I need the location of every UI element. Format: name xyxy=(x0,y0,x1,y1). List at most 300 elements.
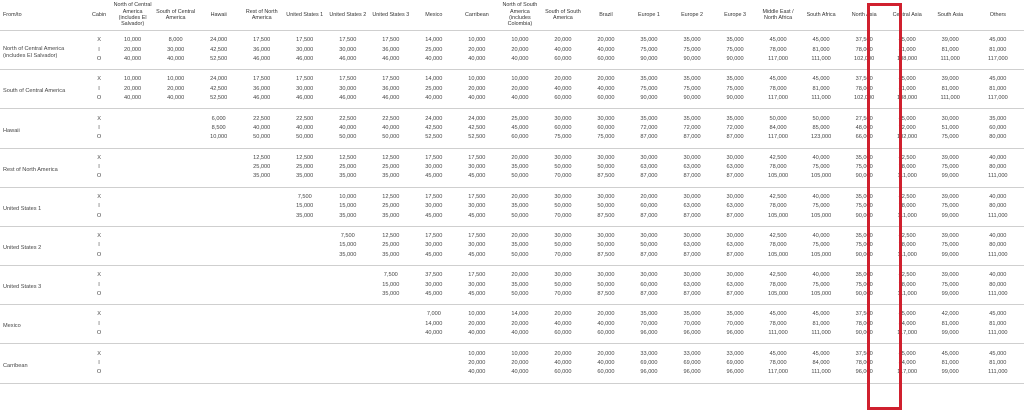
miles-cell: 75,000 xyxy=(683,85,701,92)
miles-cell: 75,000 xyxy=(812,203,830,210)
miles-cell: 84,000 xyxy=(769,124,787,131)
miles-cell: 35,000 xyxy=(339,212,357,219)
miles-cell: 45,000 xyxy=(468,212,486,219)
miles-cell: 35,000 xyxy=(640,115,658,122)
miles-cell: 40,000 xyxy=(989,154,1007,161)
origin-label: South of Central America xyxy=(3,88,66,95)
miles-cell: 35,000 xyxy=(989,115,1007,122)
miles-cell: 99,000 xyxy=(941,173,959,180)
miles-cell: 8,500 xyxy=(211,124,226,131)
miles-cell xyxy=(197,226,240,241)
miles-cell: 50,000 xyxy=(511,291,529,297)
miles-cell: 96,000 xyxy=(855,369,873,376)
miles-cell: 35,000 xyxy=(511,242,529,249)
table-row xyxy=(0,266,1024,281)
miles-cell xyxy=(240,280,283,289)
miles-cell: 81,000 xyxy=(941,359,959,366)
miles-cell: 30,000 xyxy=(468,281,486,288)
miles-cell: 20,000 xyxy=(554,37,572,44)
miles-cell: 75,000 xyxy=(554,134,572,141)
miles-cell: 40,000 xyxy=(339,124,357,131)
miles-cell: 87,000 xyxy=(640,134,658,141)
miles-cell: 45,000 xyxy=(898,350,916,357)
miles-cell: 30,000 xyxy=(726,233,744,240)
miles-cell: 63,000 xyxy=(640,164,658,171)
miles-cell: 17,500 xyxy=(382,37,400,44)
miles-cell: 30,000 xyxy=(726,154,744,161)
miles-cell: 24,000 xyxy=(425,115,443,122)
miles-cell: 75,000 xyxy=(726,85,744,92)
miles-cell: 30,000 xyxy=(597,272,615,279)
miles-cell xyxy=(326,329,369,344)
miles-cell xyxy=(111,148,154,163)
miles-cell: 105,000 xyxy=(767,291,789,297)
miles-cell xyxy=(154,344,197,359)
miles-cell: 105,000 xyxy=(810,173,832,180)
miles-cell: 40,000 xyxy=(812,193,830,200)
miles-cell: 111,000 xyxy=(988,251,1008,258)
miles-cell: 50,000 xyxy=(511,251,529,258)
miles-cell: 90,000 xyxy=(855,173,873,180)
miles-cell: 75,000 xyxy=(640,46,658,53)
origin-group xyxy=(0,226,1024,265)
miles-cell: 6,000 xyxy=(211,115,226,122)
miles-cell xyxy=(283,320,326,329)
miles-cell: 40,000 xyxy=(167,55,185,62)
miles-cell: 30,000 xyxy=(683,193,701,200)
origin-group xyxy=(0,344,1024,383)
miles-cell: 40,000 xyxy=(812,233,830,240)
table-row xyxy=(0,109,1024,124)
miles-cell: 45,000 xyxy=(425,173,443,180)
miles-cell: 60,000 xyxy=(597,95,615,102)
miles-cell: 111,000 xyxy=(897,291,917,297)
miles-cell xyxy=(154,305,197,320)
miles-cell xyxy=(111,251,154,266)
miles-cell xyxy=(111,172,154,187)
table-row xyxy=(0,94,1024,109)
miles-cell: 17,500 xyxy=(296,76,314,83)
miles-cell xyxy=(369,344,412,359)
miles-cell xyxy=(154,109,197,124)
miles-cell xyxy=(111,226,154,241)
miles-cell: 99,000 xyxy=(941,330,959,337)
miles-cell xyxy=(111,305,154,320)
miles-cell: 10,000 xyxy=(511,76,529,83)
miles-cell: 60,000 xyxy=(597,55,615,62)
miles-cell xyxy=(283,280,326,289)
miles-cell: 45,000 xyxy=(941,350,959,357)
miles-cell: 111,000 xyxy=(988,212,1008,219)
header-destination: North of Central America (includes El Salvador) xyxy=(111,0,154,31)
miles-cell: 20,000 xyxy=(124,85,142,92)
miles-cell: 40,000 xyxy=(253,124,271,131)
miles-cell: 84,000 xyxy=(898,320,916,327)
miles-cell: 30,000 xyxy=(468,164,486,171)
miles-cell: 45,000 xyxy=(812,37,830,44)
cabin-code: X xyxy=(97,154,101,161)
miles-cell: 78,000 xyxy=(898,281,916,288)
miles-cell: 17,500 xyxy=(425,193,443,200)
miles-cell: 63,000 xyxy=(683,164,701,171)
origin-label: Mexico xyxy=(3,323,21,330)
miles-cell: 80,000 xyxy=(989,164,1007,171)
cabin-code: O xyxy=(96,212,102,219)
header-cabin: Cabin xyxy=(87,0,111,31)
miles-cell xyxy=(154,163,197,172)
miles-cell: 42,000 xyxy=(941,311,959,318)
miles-cell: 40,000 xyxy=(468,95,486,102)
miles-cell: 117,000 xyxy=(987,95,1008,102)
miles-cell: 75,000 xyxy=(941,242,959,249)
miles-cell xyxy=(197,172,240,187)
miles-cell: 27,500 xyxy=(855,115,873,122)
miles-cell: 40,000 xyxy=(812,272,830,279)
miles-cell: 40,000 xyxy=(468,369,486,376)
miles-cell: 75,000 xyxy=(812,164,830,171)
miles-cell: 51,000 xyxy=(941,124,959,131)
miles-cell: 40,000 xyxy=(296,124,314,131)
miles-cell: 78,000 xyxy=(769,320,787,327)
miles-cell xyxy=(111,163,154,172)
miles-cell xyxy=(197,163,240,172)
miles-cell: 42,500 xyxy=(769,193,787,200)
miles-cell: 20,000 xyxy=(511,359,529,366)
miles-cell: 24,000 xyxy=(210,76,228,83)
miles-cell xyxy=(111,133,154,148)
miles-cell xyxy=(326,290,369,305)
header-destination: Europe 3 xyxy=(714,0,757,31)
miles-cell xyxy=(154,290,197,305)
miles-cell: 35,000 xyxy=(683,76,701,83)
miles-cell: 24,000 xyxy=(210,37,228,44)
miles-cell: 78,000 xyxy=(898,164,916,171)
miles-cell: 30,000 xyxy=(597,154,615,161)
miles-cell: 111,000 xyxy=(940,95,960,102)
miles-cell: 17,500 xyxy=(468,193,486,200)
miles-cell: 81,000 xyxy=(898,85,916,92)
miles-cell: 81,000 xyxy=(812,46,830,53)
table-row xyxy=(0,211,1024,226)
miles-cell: 17,500 xyxy=(339,76,357,83)
miles-cell xyxy=(197,241,240,250)
miles-cell: 63,000 xyxy=(683,203,701,210)
miles-cell: 39,000 xyxy=(941,37,959,44)
miles-cell xyxy=(154,226,197,241)
miles-cell: 42,500 xyxy=(769,272,787,279)
miles-cell: 40,000 xyxy=(554,320,572,327)
cabin-code: O xyxy=(96,251,102,258)
miles-cell: 45,000 xyxy=(989,76,1007,83)
table-row xyxy=(0,305,1024,320)
miles-cell xyxy=(369,320,412,329)
miles-cell xyxy=(240,344,283,359)
miles-cell: 90,000 xyxy=(855,330,873,337)
miles-cell xyxy=(154,241,197,250)
miles-cell: 111,000 xyxy=(811,369,831,376)
miles-cell: 30,000 xyxy=(425,242,443,249)
miles-cell: 20,000 xyxy=(511,233,529,240)
miles-cell: 45,000 xyxy=(511,124,529,131)
miles-cell: 20,000 xyxy=(124,46,142,53)
miles-cell: 96,000 xyxy=(640,369,658,376)
miles-cell: 37,500 xyxy=(855,350,873,357)
miles-cell: 87,000 xyxy=(726,212,744,219)
miles-cell: 50,000 xyxy=(554,242,572,249)
miles-cell: 7,500 xyxy=(383,272,398,279)
miles-cell: 36,000 xyxy=(253,85,271,92)
miles-cell: 87,500 xyxy=(597,173,615,180)
table-row xyxy=(0,368,1024,383)
miles-cell: 60,000 xyxy=(511,134,529,141)
miles-cell: 20,000 xyxy=(554,350,572,357)
miles-cell: 40,000 xyxy=(425,55,443,62)
miles-cell xyxy=(240,329,283,344)
miles-cell: 50,000 xyxy=(554,164,572,171)
origin-label: United States 2 xyxy=(3,245,42,252)
origin-label: Rest of North America xyxy=(3,166,58,173)
miles-cell: 75,000 xyxy=(855,203,873,210)
miles-cell: 108,000 xyxy=(897,95,918,102)
miles-cell: 70,000 xyxy=(726,320,744,327)
miles-cell: 20,000 xyxy=(597,311,615,318)
miles-cell: 50,000 xyxy=(511,212,529,219)
miles-cell xyxy=(111,344,154,359)
miles-cell: 45,000 xyxy=(812,350,830,357)
miles-cell: 50,000 xyxy=(640,242,658,249)
miles-cell xyxy=(197,187,240,202)
miles-cell xyxy=(197,266,240,281)
miles-cell: 35,000 xyxy=(726,115,744,122)
table-row xyxy=(0,163,1024,172)
miles-cell: 108,000 xyxy=(897,55,918,62)
miles-cell xyxy=(154,211,197,226)
miles-cell: 37,500 xyxy=(425,272,443,279)
miles-cell: 81,000 xyxy=(989,320,1007,327)
miles-cell: 30,000 xyxy=(554,193,572,200)
miles-cell: 10,000 xyxy=(468,350,486,357)
miles-cell: 78,000 xyxy=(855,320,873,327)
miles-cell: 30,000 xyxy=(468,242,486,249)
miles-cell: 20,000 xyxy=(167,85,185,92)
miles-cell: 102,000 xyxy=(897,134,918,141)
miles-cell: 87,000 xyxy=(640,212,658,219)
miles-cell: 78,000 xyxy=(855,85,873,92)
miles-cell: 40,000 xyxy=(597,85,615,92)
miles-cell: 37,500 xyxy=(855,76,873,83)
miles-cell: 96,000 xyxy=(640,330,658,337)
miles-cell: 111,000 xyxy=(988,369,1008,376)
table-row xyxy=(0,85,1024,94)
miles-cell: 90,000 xyxy=(726,95,744,102)
miles-cell xyxy=(283,368,326,383)
miles-cell: 75,000 xyxy=(855,242,873,249)
miles-cell: 40,000 xyxy=(989,233,1007,240)
miles-cell: 12,500 xyxy=(382,154,400,161)
miles-cell xyxy=(111,359,154,368)
cabin-code: O xyxy=(96,95,102,102)
miles-cell: 37,500 xyxy=(855,311,873,318)
miles-cell: 17,500 xyxy=(339,37,357,44)
miles-cell xyxy=(240,251,283,266)
header-destination: Europe 1 xyxy=(627,0,670,31)
miles-cell: 39,000 xyxy=(941,154,959,161)
miles-cell: 25,000 xyxy=(425,46,443,53)
miles-cell: 85,000 xyxy=(812,124,830,131)
miles-cell: 17,500 xyxy=(382,76,400,83)
miles-cell: 30,000 xyxy=(468,203,486,210)
miles-cell: 50,000 xyxy=(769,115,787,122)
miles-cell: 35,000 xyxy=(855,233,873,240)
miles-cell: 12,500 xyxy=(382,193,400,200)
miles-cell xyxy=(197,305,240,320)
miles-cell: 90,000 xyxy=(855,291,873,297)
miles-cell: 45,000 xyxy=(425,291,443,297)
miles-cell: 81,000 xyxy=(941,85,959,92)
miles-cell: 72,000 xyxy=(898,124,916,131)
origin-group xyxy=(0,266,1024,305)
miles-cell xyxy=(240,211,283,226)
miles-cell: 35,000 xyxy=(683,37,701,44)
table-row xyxy=(0,187,1024,202)
miles-cell: 17,500 xyxy=(468,272,486,279)
miles-cell xyxy=(283,226,326,241)
origin-label: United States 3 xyxy=(3,284,42,291)
miles-cell: 105,000 xyxy=(767,173,789,180)
miles-cell: 78,000 xyxy=(855,46,873,53)
miles-cell: 46,000 xyxy=(382,95,400,102)
miles-cell: 63,000 xyxy=(726,281,744,288)
miles-cell: 42,500 xyxy=(769,233,787,240)
miles-cell: 20,000 xyxy=(597,350,615,357)
miles-cell: 40,000 xyxy=(554,85,572,92)
miles-cell: 17,500 xyxy=(296,37,314,44)
miles-cell xyxy=(111,320,154,329)
miles-cell: 45,000 xyxy=(769,311,787,318)
miles-cell: 80,000 xyxy=(989,203,1007,210)
miles-cell: 45,000 xyxy=(425,212,443,219)
header-destination: South of Central America xyxy=(154,0,197,31)
cabin-code: I xyxy=(98,242,100,249)
miles-cell xyxy=(154,187,197,202)
origin-label: Hawaii xyxy=(3,127,20,134)
miles-cell: 8,000 xyxy=(168,37,183,44)
miles-cell xyxy=(111,368,154,383)
miles-cell: 10,000 xyxy=(124,76,142,83)
miles-cell: 39,000 xyxy=(941,193,959,200)
miles-cell: 20,000 xyxy=(597,76,615,83)
miles-cell: 25,000 xyxy=(511,115,529,122)
cabin-code: I xyxy=(98,85,100,92)
miles-cell: 60,000 xyxy=(554,369,572,376)
miles-cell: 35,000 xyxy=(382,251,400,258)
table-row xyxy=(0,124,1024,133)
miles-cell: 30,000 xyxy=(640,272,658,279)
miles-cell: 30,000 xyxy=(554,115,572,122)
miles-cell xyxy=(240,202,283,211)
miles-cell xyxy=(154,359,197,368)
miles-cell: 90,000 xyxy=(683,95,701,102)
miles-cell: 35,000 xyxy=(683,115,701,122)
miles-cell: 87,000 xyxy=(726,134,744,141)
miles-cell xyxy=(369,305,412,320)
miles-cell: 35,000 xyxy=(726,76,744,83)
miles-cell: 40,000 xyxy=(989,272,1007,279)
miles-cell: 75,000 xyxy=(726,46,744,53)
miles-cell xyxy=(240,241,283,250)
cabin-code: X xyxy=(97,350,101,357)
cabin-code: X xyxy=(97,233,101,240)
miles-cell: 10,000 xyxy=(210,134,228,141)
miles-cell xyxy=(369,359,412,368)
miles-cell: 45,000 xyxy=(468,173,486,180)
miles-cell xyxy=(412,368,455,383)
miles-cell: 111,000 xyxy=(897,212,917,219)
miles-cell: 10,000 xyxy=(339,193,357,200)
miles-cell: 87,500 xyxy=(597,291,615,297)
miles-cell: 36,000 xyxy=(382,46,400,53)
miles-cell: 40,000 xyxy=(812,154,830,161)
miles-cell: 24,000 xyxy=(468,115,486,122)
miles-cell: 50,000 xyxy=(253,134,271,141)
table-row xyxy=(0,70,1024,85)
cabin-code: X xyxy=(97,272,101,279)
miles-cell: 50,000 xyxy=(597,242,615,249)
miles-cell: 30,000 xyxy=(683,154,701,161)
miles-cell: 123,000 xyxy=(810,134,832,141)
miles-cell: 63,000 xyxy=(726,164,744,171)
miles-cell: 40,000 xyxy=(124,55,142,62)
miles-cell: 35,000 xyxy=(855,272,873,279)
miles-cell: 60,000 xyxy=(989,124,1007,131)
miles-cell: 81,000 xyxy=(989,46,1007,53)
origin-label: North of Central America (includes El Salvador) xyxy=(3,45,65,59)
miles-cell xyxy=(111,202,154,211)
cabin-code: O xyxy=(96,134,102,141)
table-row xyxy=(0,133,1024,148)
miles-cell: 20,000 xyxy=(511,154,529,161)
miles-cell: 69,000 xyxy=(683,359,701,366)
miles-cell: 35,000 xyxy=(726,311,744,318)
miles-cell xyxy=(240,226,283,241)
miles-cell: 35,000 xyxy=(296,173,314,180)
header-row xyxy=(0,0,1024,31)
miles-cell xyxy=(154,329,197,344)
cabin-code: O xyxy=(96,55,102,62)
miles-cell: 30,000 xyxy=(726,193,744,200)
miles-cell xyxy=(283,329,326,344)
miles-cell: 30,000 xyxy=(296,46,314,53)
miles-cell: 46,000 xyxy=(253,55,271,62)
miles-cell xyxy=(240,320,283,329)
miles-cell: 42,500 xyxy=(210,85,228,92)
miles-cell: 35,000 xyxy=(855,193,873,200)
miles-cell: 10,000 xyxy=(468,311,486,318)
miles-cell: 90,000 xyxy=(683,55,701,62)
miles-cell: 20,000 xyxy=(511,193,529,200)
miles-cell xyxy=(283,290,326,305)
miles-cell xyxy=(197,344,240,359)
miles-cell: 7,500 xyxy=(297,193,312,200)
table-row xyxy=(0,280,1024,289)
miles-cell: 46,000 xyxy=(296,55,314,62)
miles-cell: 46,000 xyxy=(382,55,400,62)
miles-cell: 40,000 xyxy=(425,95,443,102)
miles-cell: 40,000 xyxy=(124,95,142,102)
miles-cell: 35,000 xyxy=(640,76,658,83)
miles-cell: 25,000 xyxy=(382,203,400,210)
miles-cell: 66,000 xyxy=(855,134,873,141)
